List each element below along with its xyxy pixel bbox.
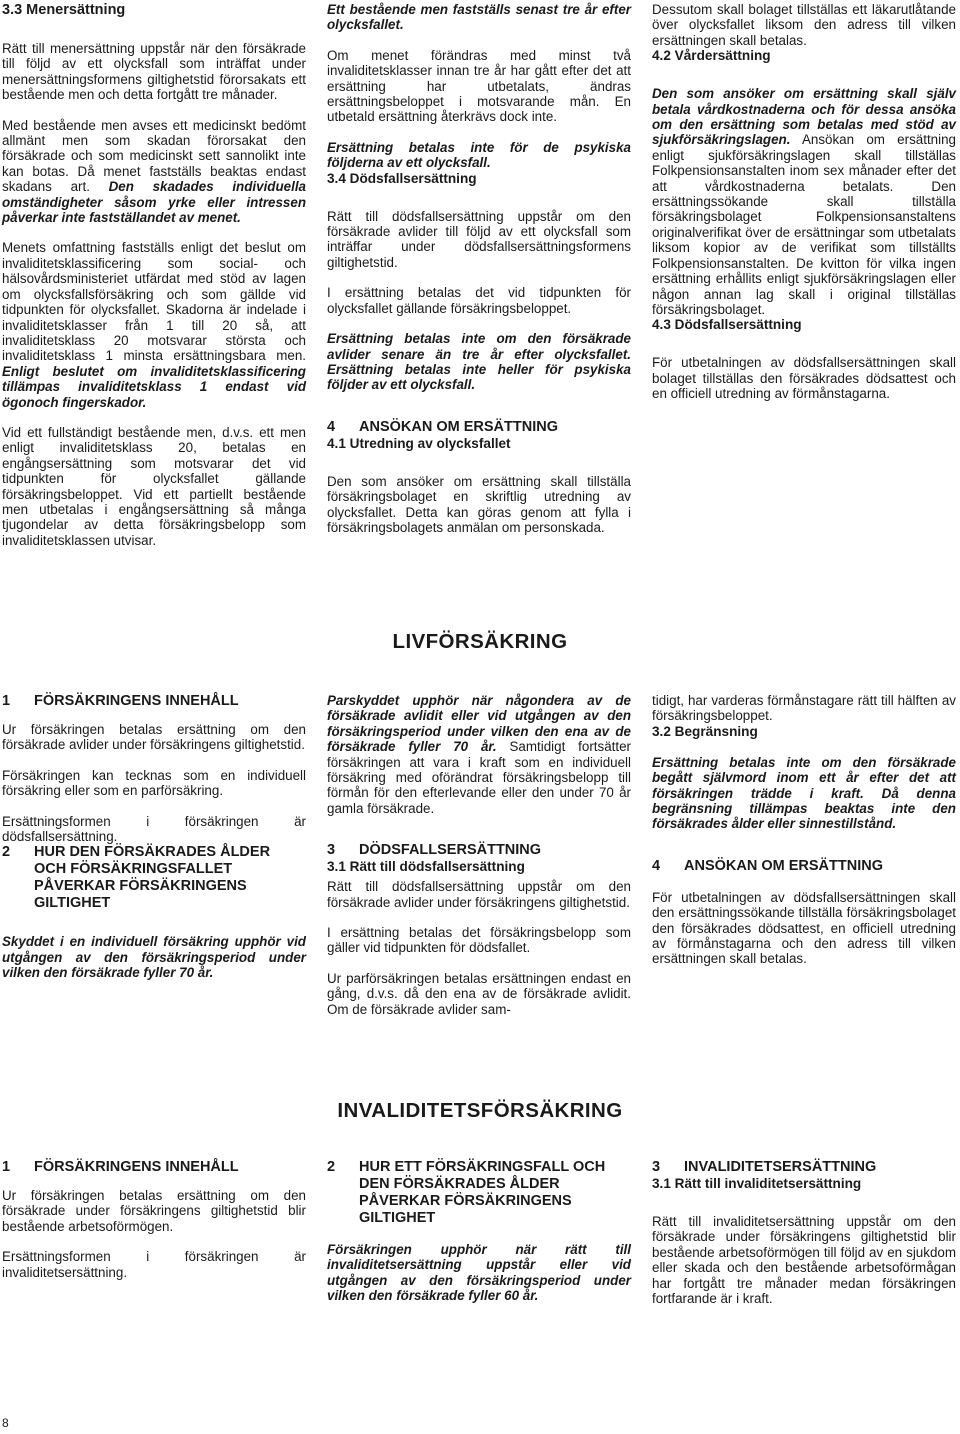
- paragraph: Den som ansöker om ersättning skall själv betala vårdkostnaderna och för dessa ansöka om den ersättning som betalas med stöd av sjukförsäkringslagen. Ansökan om ersättning enligt sjukförsäkringslagen skall tillställas Folkpensionsanstalten inom sex månader efter det att vårdkostnaderna betalats. Den ersättningssökande skall tillställa försäkringsbolaget Folkpensionsanstaltens originalverifikat över de ersättningar som utbetalats liksom kopior av de verifikat som tillställts Folkpensionsanstalten. De kvitton för vilka ingen ersättning erhållits enligt sjukförsäkringslagen eller någon annan lag skall i original tillställas försäkringsbolaget.: [652, 86, 956, 317]
- subsection-heading-ratt-till-invaliditetsersattning: 3.1 Rätt till invaliditetsersättning: [652, 1176, 862, 1191]
- section-heading-forsakringens-innehall-inv: 1 FÖRSÄKRINGENS INNEHÅLL: [2, 1159, 239, 1175]
- paragraph: Ett bestående men fastställs senast tre år efter olycksfallet.: [327, 2, 631, 33]
- section-heading-menersattning: 3.3 Menersättning: [2, 2, 126, 18]
- paragraph: Försäkringen upphör när rätt till invaliditetsersättning uppstår eller vid utgången av den försäkringsperiod under vilken den försäkrade fyller 60 år.: [327, 1242, 631, 1304]
- paragraph: I ersättning betalas det vid tidpunkten för olycksfallet gällande försäkringsbeloppet.: [327, 285, 631, 316]
- paragraph: Rätt till dödsfallsersättning uppstår om den försäkrade avlider till följd av ett olycksfall som inträffar under dödsfallsersättningsformens giltighetstid.: [327, 208, 631, 270]
- paragraph: Ersättningsformen i försäkringen är invaliditetsersättning.: [2, 1249, 306, 1280]
- paragraph: Försäkringen kan tecknas som en individuell försäkring eller som en parförsäkring.: [2, 767, 306, 799]
- section-heading-invaliditetsersattning: 3 INVALIDITETSERSÄTTNING: [652, 1159, 877, 1175]
- paragraph: Ur försäkringen betalas ersättning om den försäkrade under försäkringens giltighetstid blir bestående arbetsoförmögen.: [2, 1188, 306, 1234]
- top-column-2: [327, 2, 631, 535]
- section-heading-forsakringsfall-alder: 2 HUR ETT FÖRSÄKRINGSFALL OCH DEN FÖRSÄKRADES ÅLDER PÅVERKAR FÖRSÄKRINGENS GILTIGHET: [327, 1159, 606, 1226]
- top-column-3: [652, 2, 956, 402]
- section-heading-ansokan: 4 ANSÖKAN OM ERSÄTTNING: [327, 418, 558, 435]
- subsection-heading-begransning: 3.2 Begränsning: [652, 723, 758, 739]
- inv-column-1: [2, 1159, 306, 1280]
- section-heading-ansokan-om-ersattning: 4 ANSÖKAN OM ERSÄTTNING: [652, 857, 883, 874]
- paragraph: Parskyddet upphör när någondera av de försäkrade avlidit eller vid utgången av den försäkringsperiod under vilken den ena av de försäkrade fyller 70 år. Samtidigt fortsätter försäkringen att vara i kraft som en individuell försäkring med oförändrat försäkringsbelopp till förmån för den efterlevande eller den under 70 år gamla försäkrade.: [327, 693, 631, 816]
- paragraph: Rätt till menersättning uppstår när den försäkrade till följd av ett olycksfall som inträffat under menersättningsformens giltighetstid förorsakats ett bestående men och detta fortgått tre månader.: [2, 41, 306, 103]
- paragraph: Ersättning betalas inte för de psykiska följderna av ett olycksfall.: [327, 139, 631, 171]
- paragraph: Ersättning betalas inte om den försäkrade begått självmord inom ett år efter det att försäkringen trädde i kraft. Då denna begränsning tillämpas beaktas inte den försäkrades ålder eller sinnestillstånd.: [652, 754, 956, 832]
- subsection-heading-ratt-till-dodsfallsersattning: 3.1 Rätt till dödsfallsersättning: [327, 859, 525, 875]
- title-livforsakring: LIVFÖRSÄKRING: [392, 630, 568, 653]
- paragraph: Ersättning betalas inte om den försäkrade avlider senare än tre år efter olycksfallet. Ersättning betalas inte heller för psykiska följder av ett olycksfall.: [327, 331, 631, 393]
- inv-column-3: [652, 1159, 956, 1306]
- paragraph: Dessutom skall bolaget tillställas ett läkarutlåtande över olycksfallet liksom den adress till vilken ersättningen skall betalas.: [652, 2, 956, 48]
- paragraph: Skyddet i en individuell försäkring upphör vid utgången av den försäkringsperiod under vilken den försäkrade fyller 70 år.: [2, 934, 306, 981]
- paragraph: Menets omfattning fastställs enligt det beslut om invaliditetsklassificering som social- och hälsovårdsministeriet utfärdat med stöd av lagen om olycksfallsförsäkring och som gällde vid tidpunkten för olycksfallet. Skadorna är indelade i invaliditetsklasser från 1 till 20 så, att invaliditetsklass 20 motsvarar största och invaliditetsklass 1 minsta ersättningsbara men. Enligt beslutet om invaliditetsklassificering tillämpas invaliditetsklass 1 endast vid ögonoch fingerskador.: [2, 240, 306, 410]
- paragraph: Rätt till invaliditetsersättning uppstår om den försäkrade under försäkringens giltighetstid blir bestående arbetsoförmögen till följd av en sjukdom eller skada och den bestående arbetsoförmågan har fortgått tre månader medan försäkringen fortfarande är i kraft.: [652, 1214, 956, 1307]
- subsection-heading-dodsfallsersattning-2: 4.3 Dödsfallsersättning: [652, 317, 802, 333]
- paragraph: För utbetalningen av dödsfallsersättningen skall bolaget tillställas den försäkrades dödsattest och en officiell utredning av förmånstagarna.: [652, 355, 956, 402]
- section-heading-alder-giltighet: 2 HUR DEN FÖRSÄKRADES ÅLDER OCH FÖRSÄKRINGSFALLET PÅVERKAR FÖRSÄKRINGENS GILTIGHET: [2, 844, 271, 912]
- inv-column-2: [327, 1159, 631, 1304]
- paragraph: Med bestående men avses ett medicinskt bedömt allmänt men som skadan förorsakat den försäkrade och som medicinskt sett sannolikt inte kan botas. Då menet fastställs beaktas endast skadans art. Den skadades individuella omständigheter såsom yrke eller intressen påverkar inte fastställandet av menet.: [2, 117, 306, 226]
- paragraph: Om menet förändras med minst två invaliditetsklasser innan tre år har gått efter det att ersättning har utbetalats, ändras ersättningsbeloppet i motsvarande mån. En utbetald ersättning återkrävs dock inte.: [327, 47, 631, 125]
- paragraph: I ersättning betalas det försäkringsbelopp som gäller vid tidpunkten för dödsfallet.: [327, 925, 631, 956]
- page-number: 8: [2, 1416, 9, 1430]
- paragraph: Vid ett fullständigt bestående men, d.v.s. ett men enligt invaliditetsklass 20, betalas en engångsersättning som motsvarar det vid tidpunkten för olycksfallet gällande försäkringsbeloppet. Vid ett partiellt bestående men utbetalas i engångsersättning så många tjugondelar av detta försäkringsbelopp som invaliditetsklassen utvisar.: [2, 424, 306, 548]
- section-heading-dodsfallsersattning: 3 DÖDSFALLSERSÄTTNING: [327, 842, 542, 859]
- paragraph: Ersättningsformen i försäkringen är dödsfallsersättning.: [2, 813, 306, 845]
- paragraph: För utbetalningen av dödsfallsersättningen skall den ersättningssökande tillställa försäkringsbolaget den försäkrades dödsattest, en officiell utredning av förmånstagarna och den adress till vilken ersättningen skall betalas.: [652, 889, 956, 967]
- paragraph: Rätt till dödsfallsersättning uppstår om den försäkrade avlider under försäkringens giltighetstid.: [327, 879, 631, 910]
- paragraph: tidigt, har varderas förmånstagare rätt till hälften av försäkringsbeloppet.: [652, 693, 956, 724]
- liv-column-2: [327, 693, 631, 1017]
- subsection-heading-dodsfallsersattning: 3.4 Dödsfallsersättning: [327, 170, 477, 186]
- top-column-1: [2, 2, 306, 548]
- paragraph: Den som ansöker om ersättning skall tillställa försäkringsbolaget en skriftlig utredning av olycksfallet. Detta kan göras genom att fylla i försäkringsbolagets anmälan om personskada.: [327, 473, 631, 535]
- paragraph: Ur försäkringen betalas ersättning om den försäkrade avlider under försäkringens giltighetstid.: [2, 722, 306, 753]
- section-heading-forsakringens-innehall: 1 FÖRSÄKRINGENS INNEHÅLL: [2, 693, 239, 709]
- subsection-heading-utredning: 4.1 Utredning av olycksfallet: [327, 435, 511, 451]
- paragraph: Ur parförsäkringen betalas ersättningen endast en gång, d.v.s. då den ena av de försäkrade avlidit. Om de försäkrade avlider sam-: [327, 970, 631, 1017]
- title-invaliditetsforsakring: INVALIDITETSFÖRSÄKRING: [337, 1099, 623, 1122]
- subsection-heading-vardersattning: 4.2 Vårdersättning: [652, 48, 771, 64]
- liv-column-1: [2, 693, 306, 981]
- liv-column-3: [652, 693, 956, 967]
